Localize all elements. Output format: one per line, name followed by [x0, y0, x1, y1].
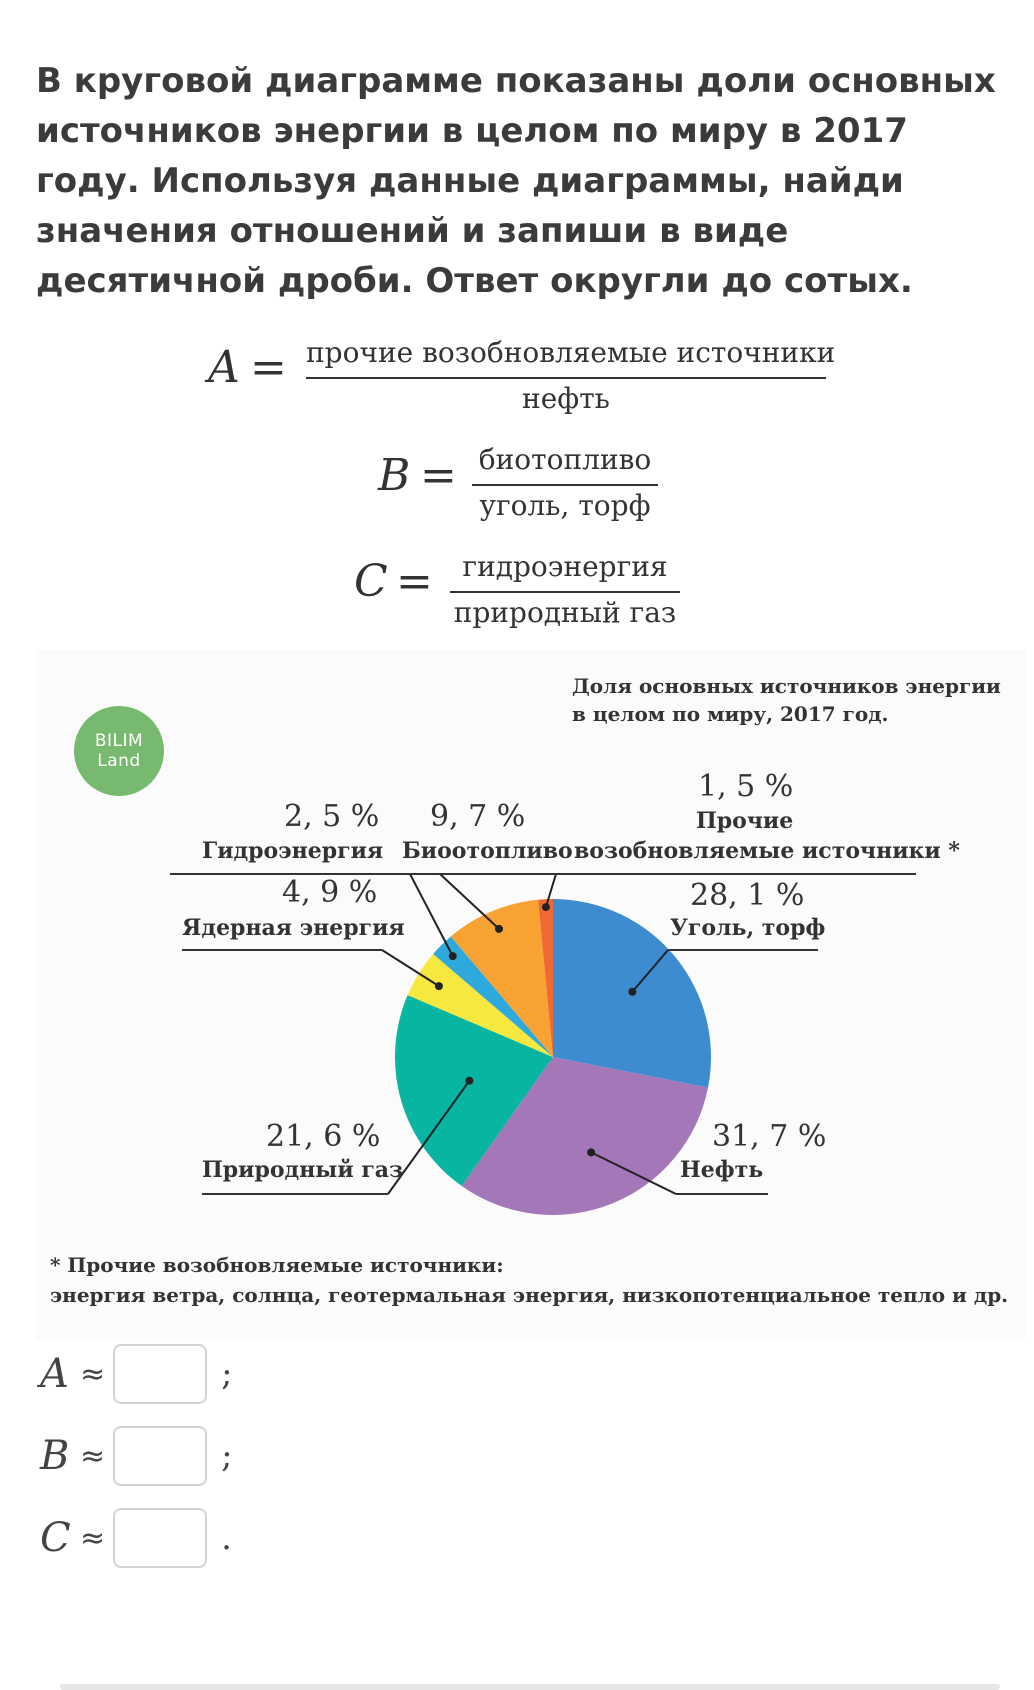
label-other-name-line2: возобновляемые источники * [574, 838, 960, 864]
answer-b-var: B [40, 1433, 70, 1479]
label-gas-value: 21, 6 % [266, 1119, 381, 1154]
label-hydro-value: 2, 5 % [284, 799, 380, 834]
answer-c-approx: ≈ [80, 1520, 106, 1556]
leader-dot-0 [628, 988, 636, 996]
formula-b-eq: = [420, 450, 457, 501]
label-other-name-line1: Прочие [696, 808, 794, 834]
formula-b-denominator: уголь, торф [479, 489, 651, 522]
label-oil-name: Нефть [680, 1157, 764, 1183]
leader-dot-6 [542, 903, 550, 911]
answer-a-punct: ; [221, 1354, 233, 1394]
formula-a-var: A [208, 342, 240, 393]
footnote [50, 1250, 1010, 1310]
chart-title: Доля основных источников энергии в целом по миру, 2017 год. [572, 674, 1001, 726]
leader-dot-5 [495, 925, 503, 933]
label-biofuel-value: 9, 7 % [430, 799, 526, 834]
answer-c-var: C [40, 1515, 71, 1561]
label-nuclear-name: Ядерная энергия [182, 915, 405, 941]
answer-b-punct: ; [221, 1436, 233, 1476]
formula-b-var: B [378, 450, 411, 501]
footnote-line1: * Прочие возобновляемые источники: [50, 1253, 504, 1277]
label-biofuel-name: Биоотопливо [402, 838, 573, 864]
answer-c-input[interactable] [113, 1508, 207, 1568]
pie-slices [395, 899, 711, 1215]
answer-row-b [40, 1424, 233, 1488]
bottom-scroll-bar [60, 1684, 1000, 1690]
answer-b-approx: ≈ [80, 1438, 106, 1474]
leader-line-4 [410, 874, 453, 956]
footnote-line2: энергия ветра, солнца, геотермальная энергия, низкопотенциальное тепло и др. [50, 1283, 1009, 1307]
logo-line1: BILIM [94, 731, 144, 751]
leader-dot-2 [465, 1077, 473, 1085]
leader-dot-1 [587, 1148, 595, 1156]
answer-row-c [40, 1506, 232, 1570]
answer-b-input[interactable] [113, 1426, 207, 1486]
task-text: В круговой диаграмме показаны доли основных источников энергии в целом по миру в 2017 году. Используя данные диаграммы, найди значения отношений и запиши в виде десятичной дроби. Ответ округли до сотых. [36, 61, 996, 301]
formula-a-numerator: прочие возобновляемые источники [306, 336, 836, 369]
logo-line2: Land [97, 751, 141, 771]
formula-b-numerator: биотопливо [478, 443, 652, 476]
label-oil-value: 31, 7 % [712, 1119, 827, 1154]
label-coal-value: 28, 1 % [690, 878, 805, 913]
answer-c-punct: . [221, 1518, 232, 1558]
label-hydro-name: Гидроэнергия [202, 838, 384, 864]
formula-c-numerator: гидроэнергия [462, 550, 668, 583]
leader-dot-3 [435, 982, 443, 990]
leader-line-5 [440, 874, 499, 929]
answer-row-a [40, 1342, 233, 1406]
label-coal-name: Уголь, торф [670, 915, 826, 941]
formula-a-denominator: нефть [522, 382, 610, 415]
formula-c-eq: = [396, 556, 433, 607]
label-other-value: 1, 5 % [698, 769, 794, 804]
answer-a-var: A [40, 1351, 69, 1397]
answer-a-input[interactable] [113, 1344, 207, 1404]
label-gas-name: Природный газ [202, 1157, 404, 1183]
formula-c-var: C [354, 556, 388, 607]
formula-c-denominator: природный газ [453, 596, 677, 629]
label-nuclear-value: 4, 9 % [282, 875, 378, 910]
leader-dot-4 [449, 952, 457, 960]
formula-a-eq: = [250, 342, 287, 393]
answer-a-approx: ≈ [80, 1356, 106, 1392]
